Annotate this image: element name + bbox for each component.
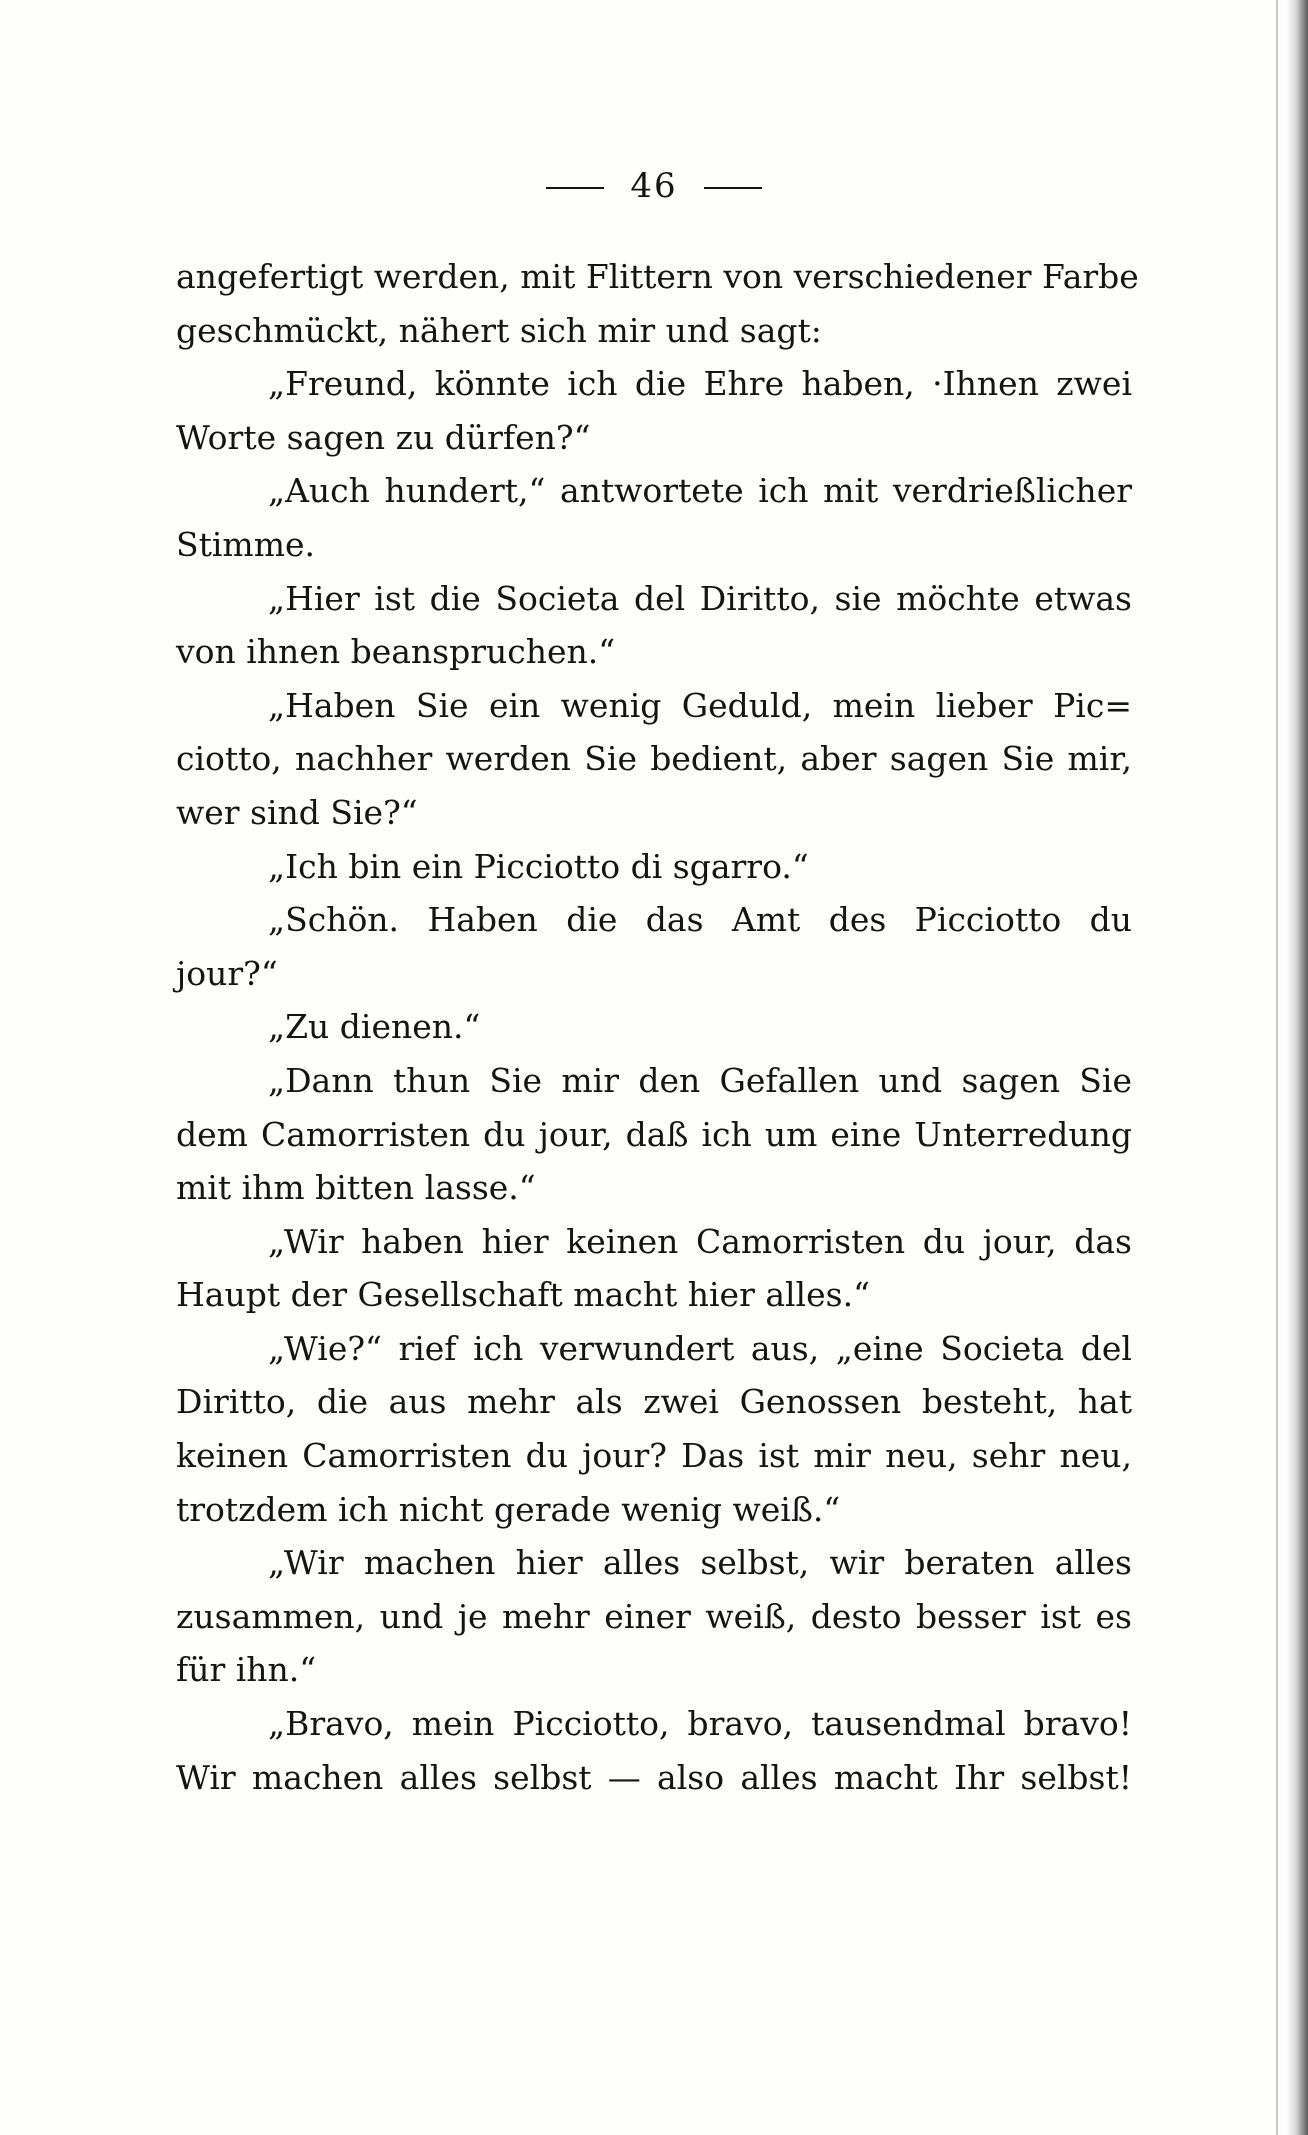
text-line: „Wie?“ rief ich verwundert aus, „eine Societa del (268, 1328, 1132, 1368)
text-line: „Schön. Haben die das Amt des Picciotto du (268, 900, 1132, 940)
text-line: „Zu dienen.“ (268, 1007, 481, 1047)
text-line: „Dann thun Sie mir den Gefallen und sagen Sie (268, 1060, 1132, 1100)
left-dash (546, 187, 604, 189)
text-line: Diritto, die aus mehr als zwei Genossen besteht, hat (176, 1382, 1132, 1422)
text-line: für ihn.“ (176, 1650, 317, 1690)
text-line: „Ich bin ein Picciotto di sgarro.“ (268, 846, 809, 886)
text-line: keinen Camorristen du jour? Das ist mir neu, sehr neu, (176, 1436, 1132, 1476)
text-line: „Hier ist die Societa del Diritto, sie möchte etwas (268, 578, 1132, 618)
text-line: ciotto, nachher werden Sie bedient, aber sagen Sie mir, (176, 739, 1132, 779)
text-line: „Freund, könnte ich die Ehre haben, ·Ihnen zwei (268, 364, 1132, 404)
book-spine-edge (1286, 0, 1308, 2135)
text-line: jour?“ (176, 953, 278, 993)
page-number-header (0, 166, 1308, 206)
body-text (176, 250, 1139, 1804)
text-line: Worte sagen zu dürfen?“ (176, 417, 591, 457)
text-line: „Auch hundert,“ antwortete ich mit verdrießlicher (268, 471, 1132, 511)
text-line: „Bravo, mein Picciotto, bravo, tausendmal bravo! (268, 1704, 1132, 1744)
text-line: von ihnen beanspruchen.“ (176, 632, 616, 672)
text-line: angefertigt werden, mit Flittern von verschiedener Farbe (176, 257, 1139, 296)
page-gutter-line (1276, 0, 1278, 2135)
text-line: Stimme. (176, 524, 316, 564)
text-line: mit ihm bitten lasse.“ (176, 1168, 536, 1208)
right-dash (704, 187, 762, 189)
text-line: wer sind Sie?“ (176, 792, 418, 832)
text-line: „Wir haben hier keinen Camorristen du jour, das (268, 1221, 1132, 1261)
page-number: 46 (630, 166, 678, 206)
text-line: geschmückt, nähert sich mir und sagt: (176, 310, 822, 350)
text-line: Wir machen alles selbst — also alles macht Ihr selbst! (176, 1757, 1132, 1797)
text-line: „Haben Sie ein wenig Geduld, mein lieber Pic= (268, 685, 1132, 725)
text-line: dem Camorristen du jour, daß ich um eine Unterredung (176, 1114, 1132, 1154)
text-line: trotzdem ich nicht gerade wenig weiß.“ (176, 1489, 841, 1529)
text-line: „Wir machen hier alles selbst, wir beraten alles (268, 1543, 1132, 1583)
text-line: Haupt der Gesellschaft macht hier alles.“ (176, 1275, 870, 1315)
text-line: zusammen, und je mehr einer weiß, desto besser ist es (176, 1596, 1132, 1636)
